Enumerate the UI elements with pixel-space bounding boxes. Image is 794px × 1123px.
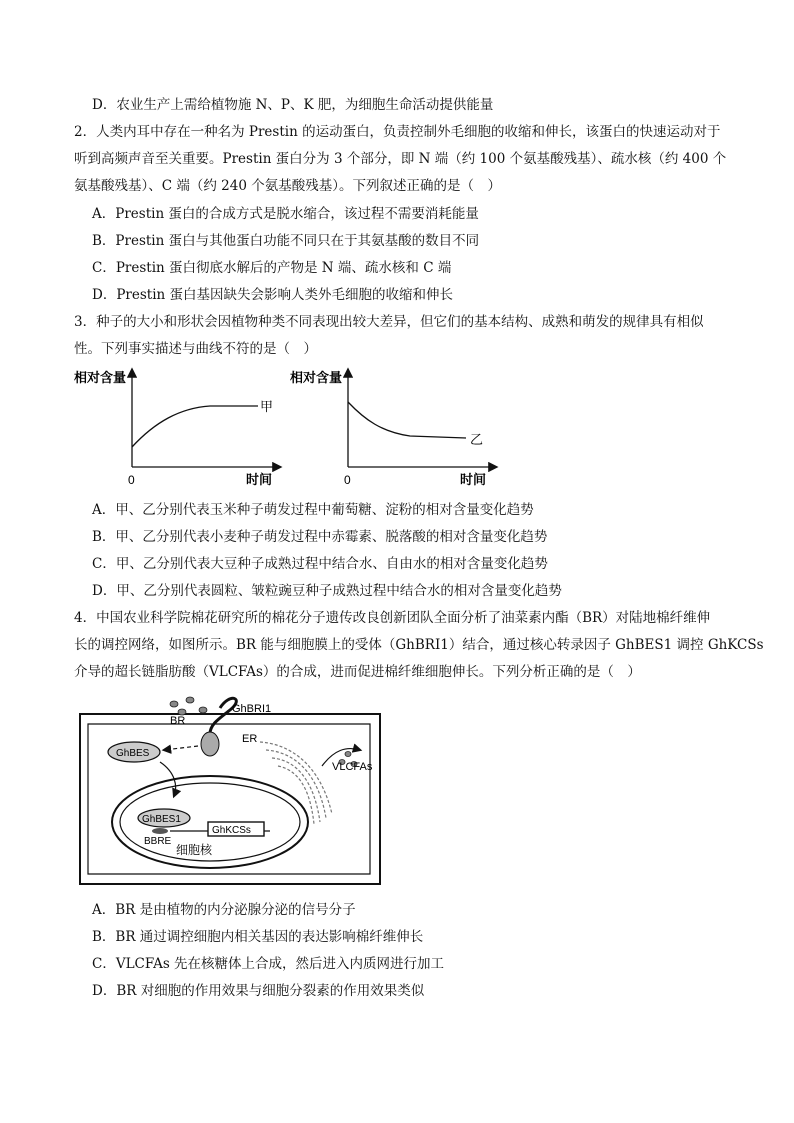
q2-stem-line-2: 听到高频声音至关重要。Prestin 蛋白分为 3 个部分，即 N 端（约 100 个氨基酸残基）、疏水核（约 400 个 — [74, 151, 727, 167]
q2-option-d[interactable]: D．Prestin 蛋白基因缺失会影响人类外毛细胞的收缩和伸长 — [92, 287, 454, 303]
q3-graphs — [60, 362, 500, 492]
q2-stem-line-1: 2．人类内耳中存在一种名为 Prestin 的运动蛋白，负责控制外毛细胞的收缩和伸长，该蛋白的快速运动对于 — [74, 124, 721, 140]
q4-option-a[interactable]: A．BR 是由植物的内分泌腺分泌的信号分子 — [92, 902, 356, 918]
q2-option-b[interactable]: B．Prestin 蛋白与其他蛋白功能不同只在于其氨基酸的数目不同 — [92, 233, 480, 249]
ghbri1-label: GhBRI1 — [232, 703, 272, 715]
q3-option-a[interactable]: A．甲、乙分别代表玉米种子萌发过程中葡萄糖、淀粉的相对含量变化趋势 — [92, 502, 534, 518]
q4-stem-line-2: 长的调控网络，如图所示。BR 能与细胞膜上的受体（GhBRI1）结合，通过核心转录因子 GhBES1 调控 GhKCSs — [74, 637, 764, 653]
q4-option-c[interactable]: C．VLCFAs 先在核糖体上合成，然后进入内质网进行加工 — [92, 956, 445, 972]
br-molecules — [170, 697, 207, 715]
bbre-label: BBRE — [144, 836, 172, 847]
q2-option-c[interactable]: C．Prestin 蛋白彻底水解后的产物是 N 端、疏水核和 C 端 — [92, 260, 452, 276]
nucleus-label: 细胞核 — [176, 843, 213, 857]
q2-stem-line-3: 氨基酸残基）、C 端（约 240 个氨基酸残基）。下列叙述正确的是（ ） — [74, 178, 501, 194]
q3-stem-line-2: 性。下列事实描述与曲线不符的是（ ） — [74, 341, 317, 357]
graph-right-ylabel: 相对含量 — [290, 370, 343, 385]
q4-stem-line-3: 介导的超长链脂肪酸（VLCFAs）的合成，进而促进棉纤维细胞伸长。下列分析正确的是（ ） — [74, 664, 641, 680]
er-label: ER — [242, 733, 258, 745]
graph-left — [74, 370, 280, 487]
q4-cell-diagram — [70, 694, 430, 894]
graph-left-origin: 0 — [128, 473, 135, 487]
graph-right-xlabel: 时间 — [460, 472, 487, 487]
graph-left-xlabel: 时间 — [246, 472, 273, 487]
er-membranes — [260, 742, 332, 824]
q3-option-b[interactable]: B．甲、乙分别代表小麦种子萌发过程中赤霉素、脱落酸的相对含量变化趋势 — [92, 529, 548, 545]
q4-option-d[interactable]: D．BR 对细胞的作用效果与细胞分裂素的作用效果类似 — [92, 983, 425, 999]
q3-stem-line-1: 3．种子的大小和形状会因植物种类不同表现出较大差异，但它们的基本结构、成熟和萌发的规律具有相似 — [74, 314, 704, 330]
graph-right-origin: 0 — [344, 473, 351, 487]
graph-left-curve-label: 甲 — [260, 399, 274, 414]
curve-yi — [348, 402, 466, 438]
graph-right-curve-label: 乙 — [470, 432, 484, 447]
q1-option-d: D．农业生产上需给植物施 N、P、K 肥，为细胞生命活动提供能量 — [92, 97, 494, 113]
receptor-domain — [201, 732, 219, 756]
curve-jia — [132, 406, 258, 447]
br-label: BR — [170, 715, 186, 727]
q2-option-a[interactable]: A．Prestin 蛋白的合成方式是脱水缩合，该过程不需要消耗能量 — [92, 206, 479, 222]
ghbes1-label: GhBES1 — [142, 814, 181, 825]
q3-option-c[interactable]: C．甲、乙分别代表大豆种子成熟过程中结合水、自由水的相对含量变化趋势 — [92, 556, 548, 572]
q4-stem-line-1: 4．中国农业科学院棉花研究所的棉花分子遗传改良创新团队全面分析了油菜素内酯（BR）对陆地棉纤维伸 — [74, 610, 711, 626]
q3-option-d[interactable]: D．甲、乙分别代表圆粒、皱粒豌豆种子成熟过程中结合水的相对含量变化趋势 — [92, 583, 562, 599]
ghkcss-label: GhKCSs — [212, 825, 251, 836]
vlcfas-label: VLCFAs — [332, 761, 373, 773]
graph-right — [290, 370, 496, 487]
graph-left-ylabel: 相对含量 — [74, 370, 127, 385]
q4-option-b[interactable]: B．BR 通过调控细胞内相关基因的表达影响棉纤维伸长 — [92, 929, 424, 945]
ghbes-label: GhBES — [116, 748, 150, 759]
